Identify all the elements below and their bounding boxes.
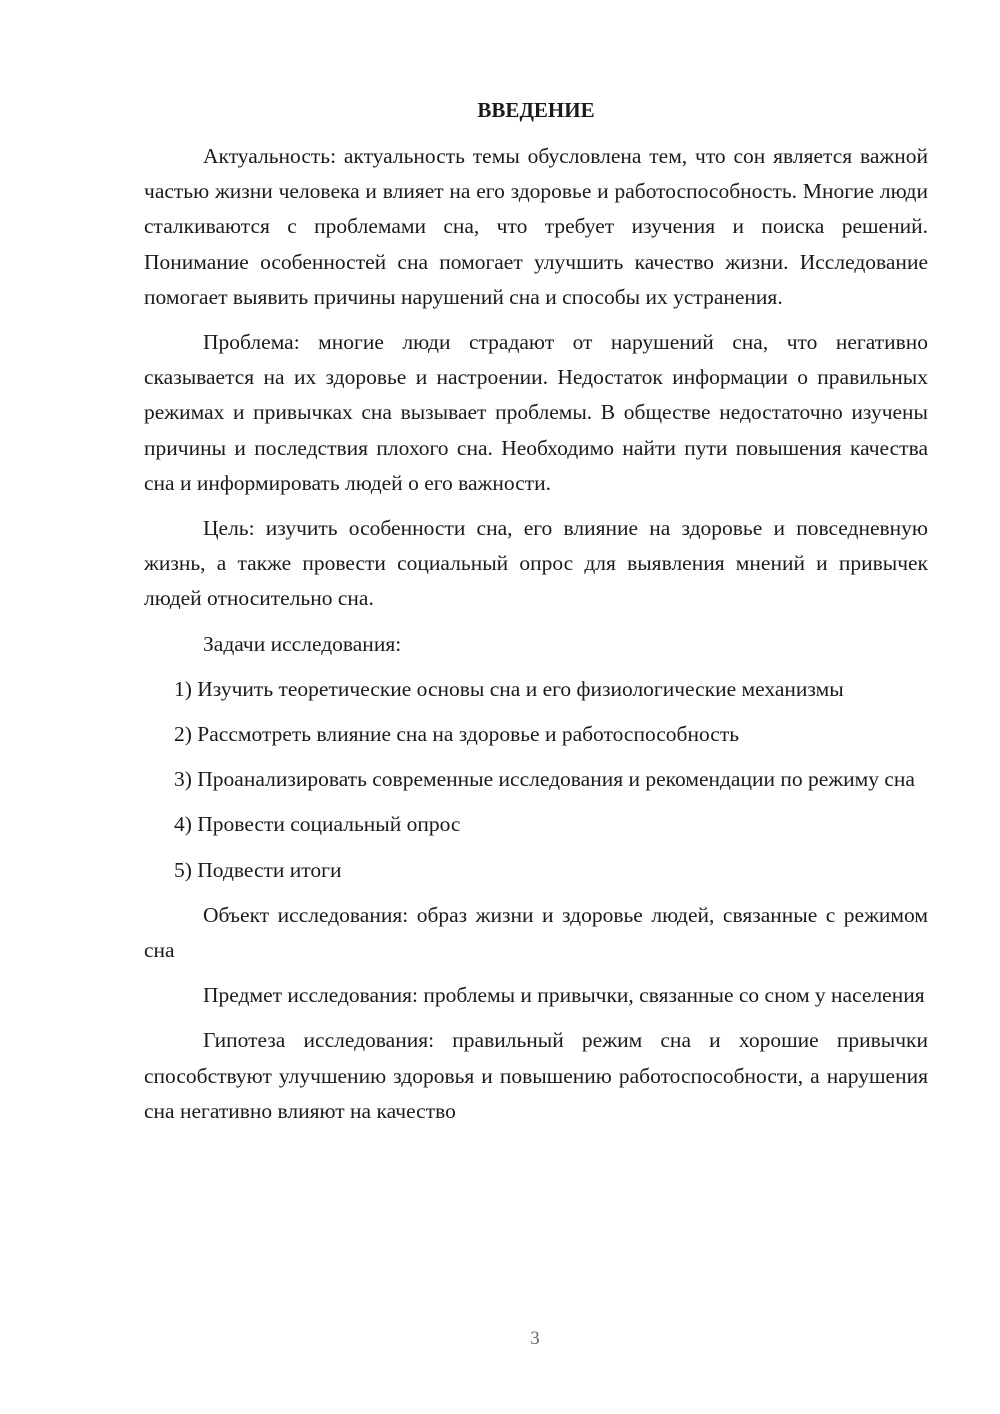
task-item-3: 3) Проанализировать современные исследования и рекомендации по режиму сна: [174, 767, 915, 792]
paragraph-object: Объект исследования: образ жизни и здоровье людей, связанные с режимом сна: [144, 902, 928, 963]
section-title: ВВЕДЕНИЕ: [477, 98, 595, 122]
document-page: [144, 92, 928, 1139]
paragraph-hypothesis: Гипотеза исследования: правильный режим сна и хорошие привычки способствуют улучшению здоровья и повышению работоспособности, а нарушения сна негативно влияют на качество: [144, 1028, 928, 1123]
task-item-5: 5) Подвести итоги: [174, 857, 342, 882]
page-number: 3: [530, 1328, 540, 1349]
task-item-2: 2) Рассмотреть влияние сна на здоровье и работоспособность: [174, 722, 740, 747]
paragraph-relevance: Актуальность: актуальность темы обусловлена тем, что сон является важной частью жизни человека и влияет на его здоровье и работоспособность. Многие люди сталкиваются с проблемами сна, что требует изучения и поиска решений. Понимание особенностей сна помогает улучшить качество жизни. Исследование помогает выявить причины нарушений сна и способы их устранения.: [144, 144, 928, 309]
paragraph-goal: Цель: изучить особенности сна, его влияние на здоровье и повседневную жизнь, а также провести социальный опрос для выявления мнений и привычек людей относительно сна.: [144, 516, 928, 611]
paragraph-subject: Предмет исследования: проблемы и привычки, связанные со сном у населения: [203, 983, 925, 1008]
paragraph-tasks-heading: Задачи исследования:: [203, 631, 402, 656]
task-item-4: 4) Провести социальный опрос: [174, 812, 461, 837]
task-item-1: 1) Изучить теоретические основы сна и его физиологические механизмы: [174, 676, 844, 701]
paragraph-problem: Проблема: многие люди страдают от нарушений сна, что негативно сказывается на их здоровье и настроении. Недостаток информации о правильных режимах и привычках сна вызывает проблемы. В обществе недостаточно изучены причины и последствия плохого сна. Необходимо найти пути повышения качества сна и информировать людей о его важности.: [144, 330, 928, 495]
